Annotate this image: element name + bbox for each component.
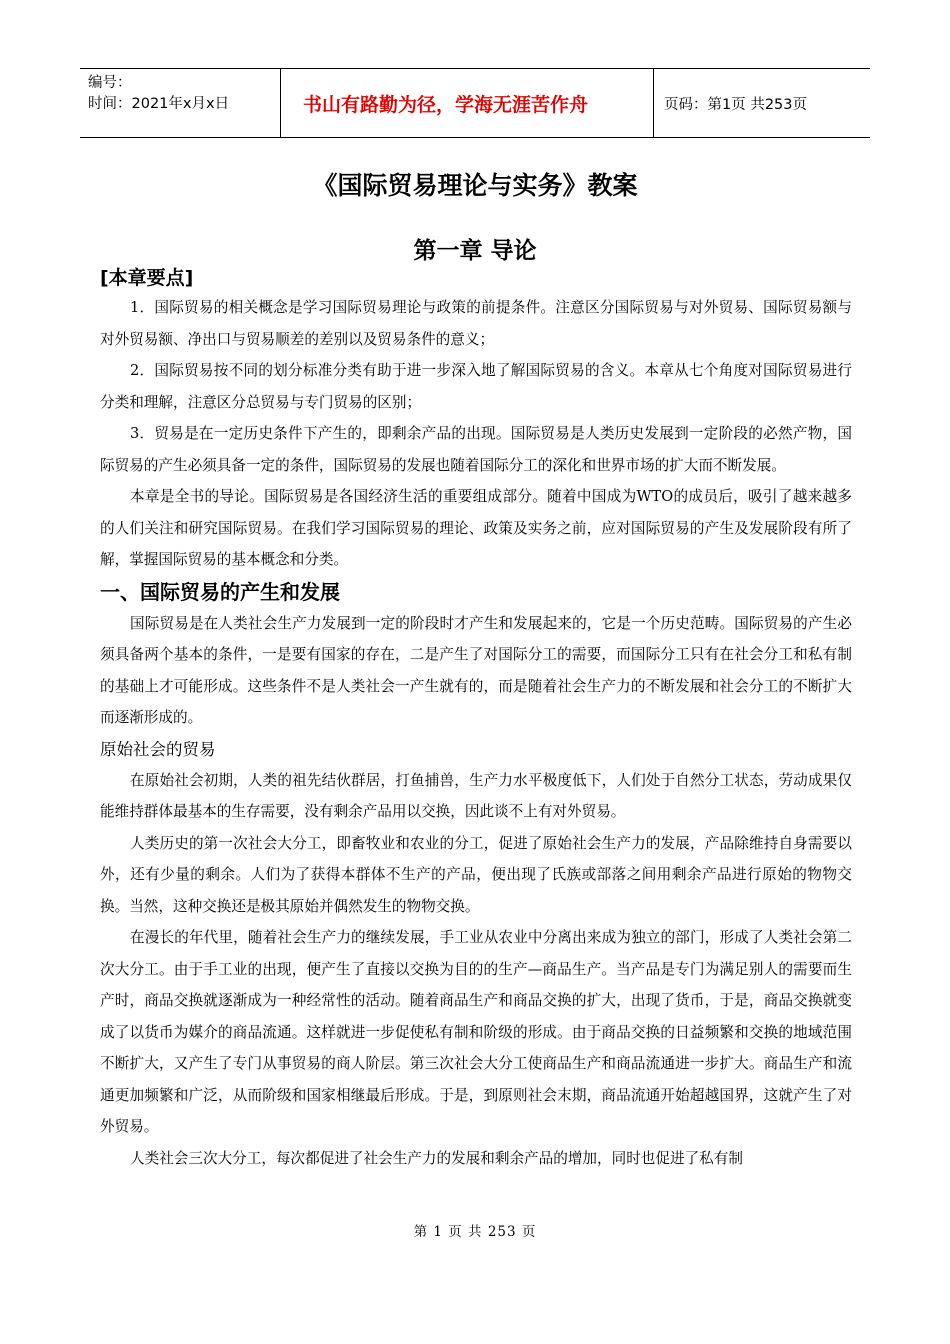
document-body [100, 264, 852, 1174]
subsection-paragraph-2: 人类历史的第一次社会大分工，即畜牧业和农业的分工，促进了原始社会生产力的发展，产品除维持自身需要以外，还有少量的剩余。人们为了获得本群体不生产的产品，便出现了氏族或部落之间用剩余产品进行原始的物物交换。当然，这种交换还是极其原始并偶然发生的物物交换。 [100, 834, 852, 915]
section-intro-paragraph: 国际贸易是在人类社会生产力发展到一定的阶段时才产生和发展起来的，它是一个历史范畴。国际贸易的产生必须具备两个基本的条件，一是要有国家的存在，二是产生了对国际分工的需要，而国际分工只有在社会分工和私有制的基础上才可能形成。这些条件不是人类社会一产生就有的，而是随着社会生产力的不断发展和社会分工的不断扩大而逐渐形成的。 [100, 614, 852, 726]
chapter-intro-paragraph: 本章是全书的导论。国际贸易是各国经济生活的重要组成部分。随着中国成为WTO的成员后，吸引了越来越多的人们关注和研究国际贸易。在我们学习国际贸易的理论、政策及实务之前，应对国际贸易的产生及发展阶段有所了解，掌握国际贸易的基本概念和分类。 [100, 488, 852, 568]
header-motto-cell [281, 69, 654, 137]
key-point-3: 3．贸易是在一定历史条件下产生的，即剩余产品的出现。国际贸易是人类历史发展到一定阶段的必然产物，国际贸易的产生必须具备一定的条件，国际贸易的发展也随着国际分工的深化和世界市场的扩大而不断发展。 [100, 425, 852, 474]
motto-text: 书山有路勤为径，学海无涯苦作舟 [303, 93, 589, 116]
time-label: 时间：2021年x月x日 [88, 96, 230, 112]
key-point-2: 2．国际贸易按不同的划分标准分类有助于进一步深入地了解国际贸易的含义。本章从七个角度对国际贸易进行分类和理解，注意区分总贸易与专门贸易的区别； [100, 362, 852, 411]
page-footer: 第 1 页 共 253 页 [413, 1224, 537, 1240]
document-title: 《国际贸易理论与实务》教案 [312, 171, 638, 200]
key-points-heading: [本章要点] [100, 267, 194, 289]
header-page-cell [654, 69, 870, 137]
subsection-paragraph-1: 在原始社会初期，人类的祖先结伙群居，打鱼捕兽，生产力水平极度低下，人们处于自然分工状态，劳动成果仅能维持群体最基本的生存需要，没有剩余产品用以交换，因此谈不上有对外贸易。 [100, 771, 852, 820]
header-table [80, 68, 870, 138]
header-meta-cell [80, 69, 281, 137]
key-point-1: 1．国际贸易的相关概念是学习国际贸易理论与政策的前提条件。注意区分国际贸易与对外贸易、国际贸易额与对外贸易额、净出口与贸易顺差的差别以及贸易条件的意义； [100, 299, 852, 348]
chapter-title: 第一章 导论 [413, 238, 537, 264]
subsection-paragraph-3: 在漫长的年代里，随着社会生产力的继续发展，手工业从农业中分离出来成为独立的部门，形成了人类社会第二次大分工。由于手工业的出现，便产生了直接以交换为目的的生产—商品生产。当产品是专门为满足别人的需要而生产时，商品交换就逐渐成为一种经常性的活动。随着商品生产和商品交换的扩大，出现了货币，于是，商品交换就变成了以货币为媒介的商品流通。这样就进一步促使私有制和阶级的形成。由于商品交换的日益频繁和交换的地域范围不断扩大，又产生了专门从事贸易的商人阶层。第三次社会大分工使商品生产和商品流通进一步扩大。商品生产和流通更加频繁和广泛，从而阶级和国家相继最后形成。于是，到原则社会末期，商品流通开始超越国界，这就产生了对外贸易。 [100, 929, 852, 1135]
page-info: 页码：第1页 共253页 [664, 96, 808, 113]
number-label: 编号： [88, 75, 132, 91]
section-heading: 一、国际贸易的产生和发展 [100, 579, 340, 604]
subsection-paragraph-4: 人类社会三次大分工，每次都促进了社会生产力的发展和剩余产品的增加，同时也促进了私有制 [130, 1149, 743, 1167]
subsection-heading: 原始社会的贸易 [100, 739, 216, 759]
